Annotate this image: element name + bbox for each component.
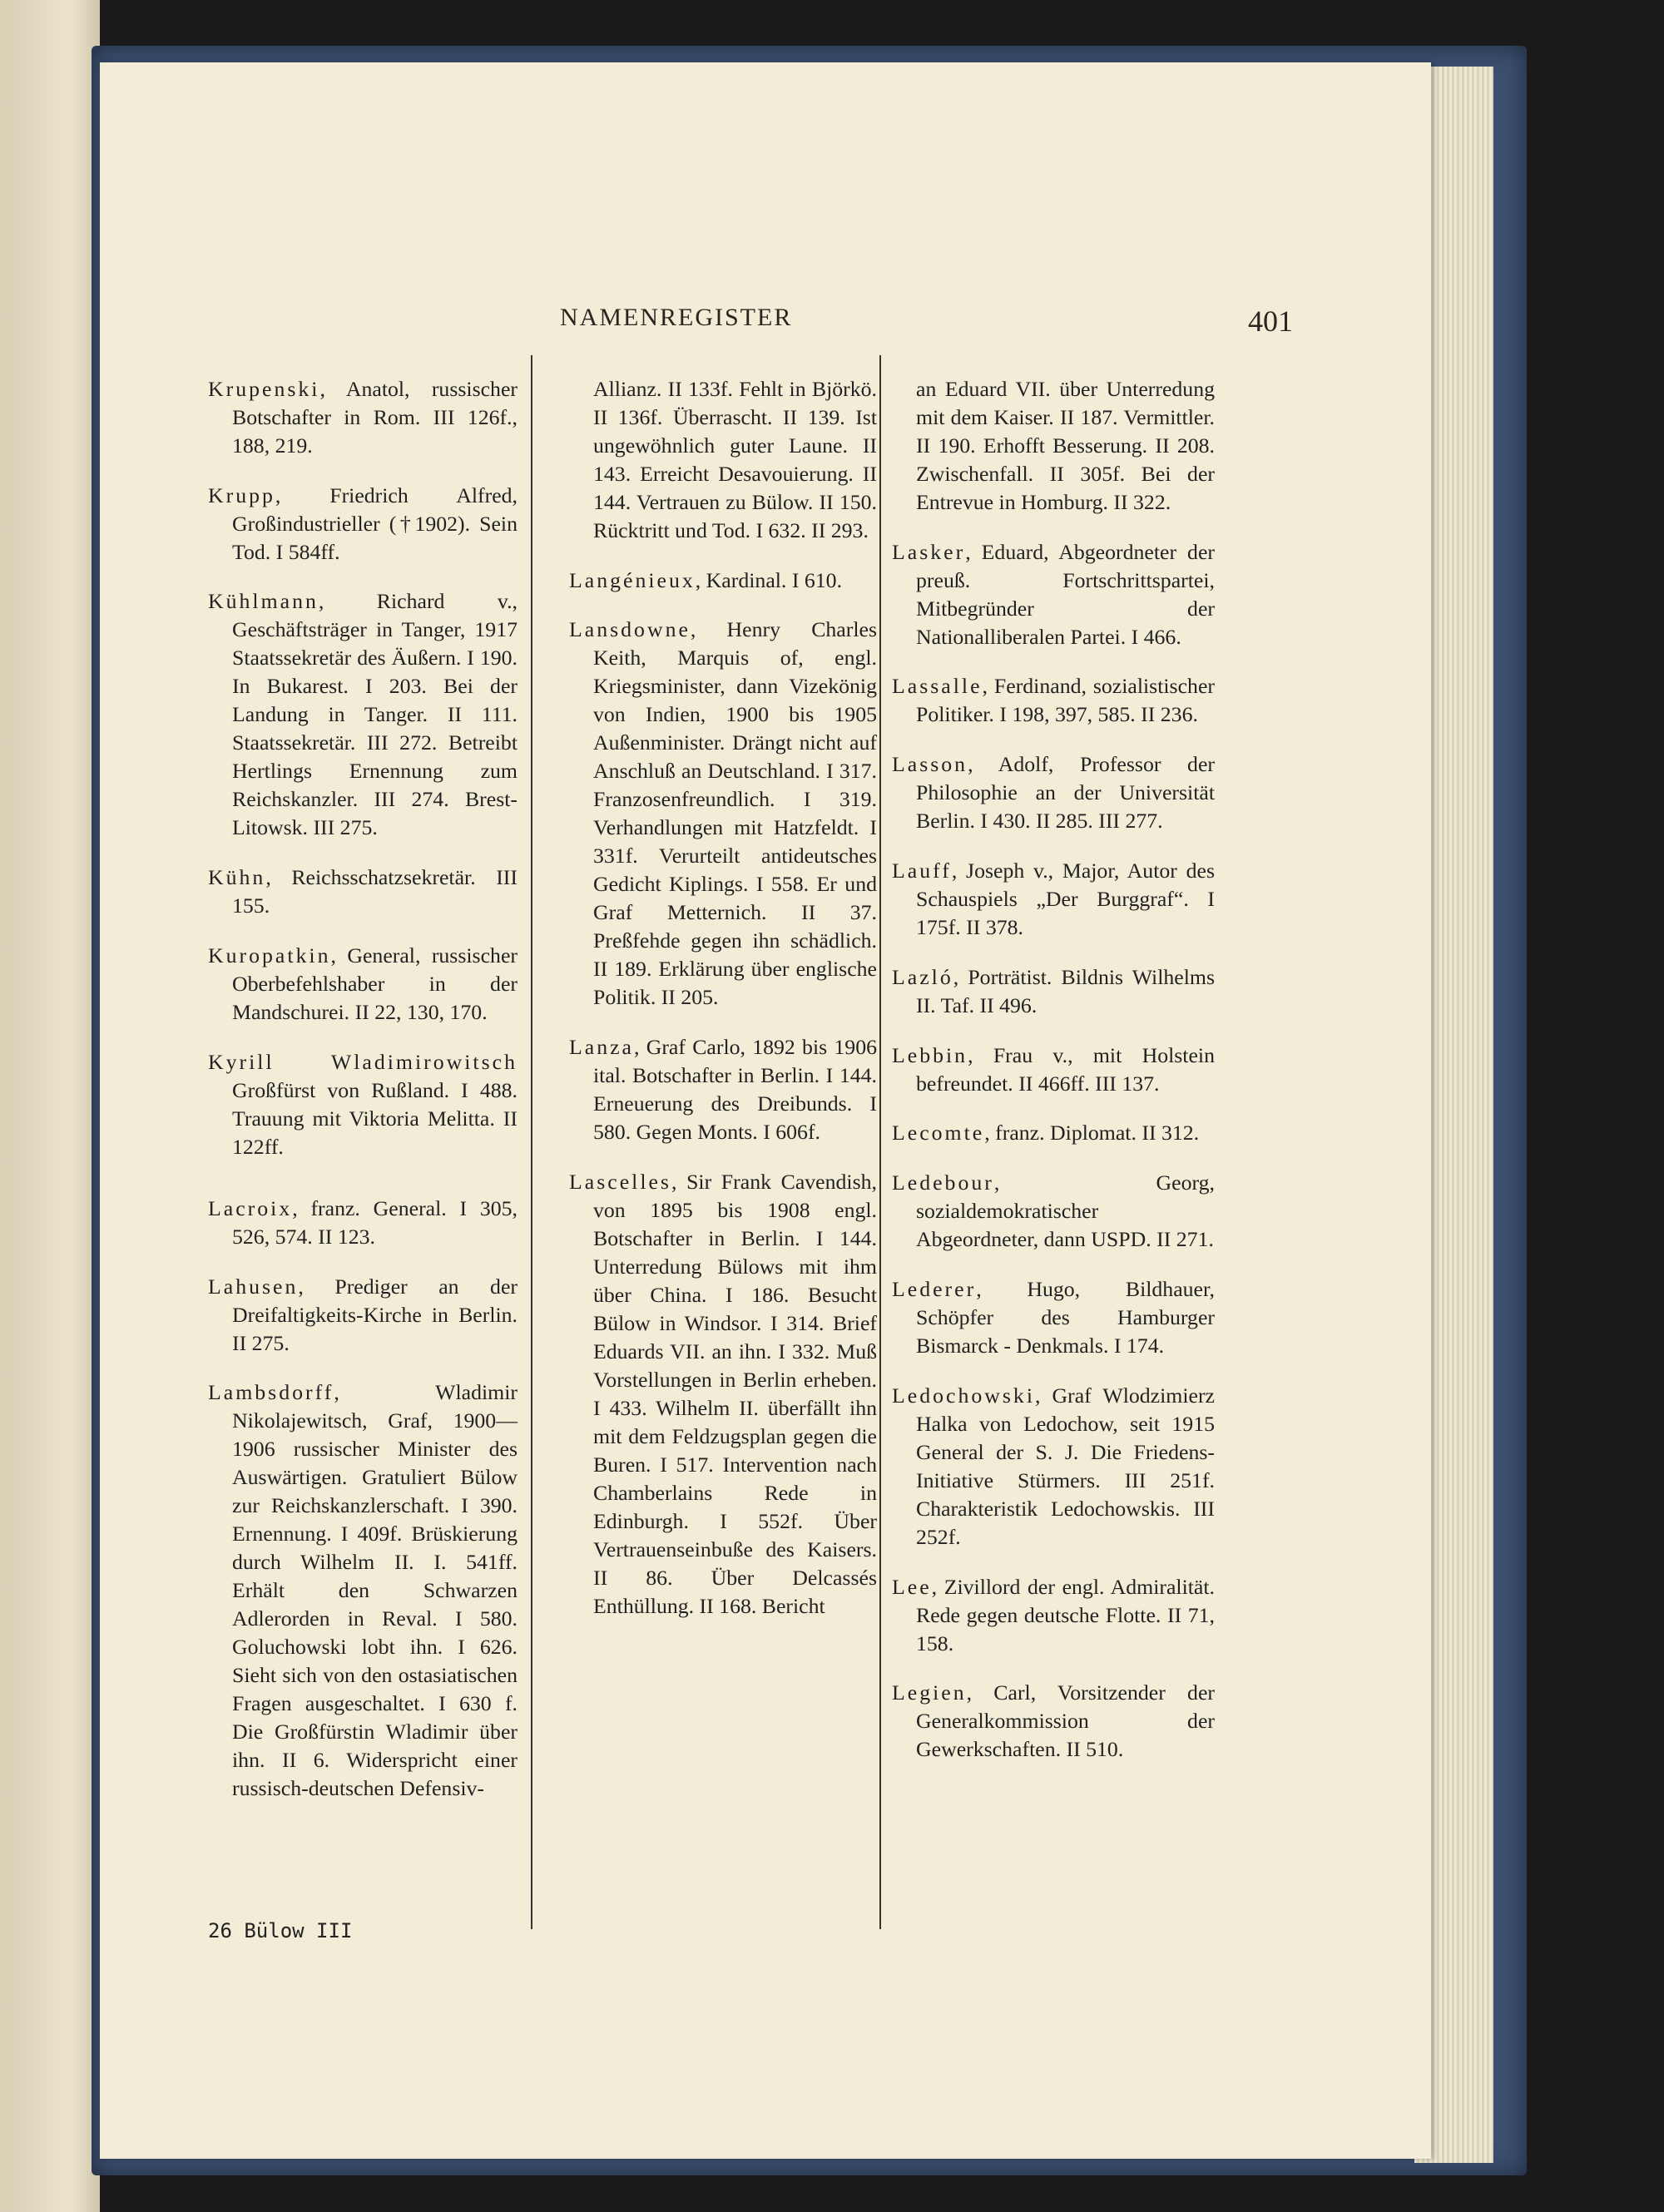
entry-name: Lasson — [892, 752, 968, 777]
index-entry — [892, 538, 1215, 651]
index-entry — [892, 750, 1215, 835]
entry-name: Lahusen — [208, 1274, 299, 1299]
index-column-1 — [208, 354, 518, 1809]
index-column-3 — [892, 354, 1215, 1770]
entry-text: , Graf Wlodzimierz Halka von Ledochow, seit 1915 General der S. J. Die Friedens-Initiative Stürmers. III 251f. Charakteristik Ledochowskis. III 252f. — [916, 1383, 1215, 1549]
entry-name: Kühlmann — [208, 589, 319, 614]
entry-text: , franz. Diplomat. II 312. — [984, 1121, 1200, 1146]
index-entry — [892, 857, 1215, 942]
index-entry — [569, 1168, 877, 1621]
entry-text: , Joseph v., Major, Autor des Schauspiels „Der Burggraf“. I 175f. II 378. — [916, 858, 1215, 939]
entry-name: Ledebour — [892, 1170, 994, 1195]
index-entry — [892, 1679, 1215, 1764]
entry-text: , Ferdinand, sozialistischer Politiker. I 198, 397, 585. II 236. — [916, 674, 1215, 727]
entry-name: Langénieux — [569, 567, 696, 592]
index-entry — [208, 942, 518, 1027]
entry-name: Legien — [892, 1680, 967, 1705]
index-entry — [892, 1169, 1215, 1254]
index-entry-continued — [569, 375, 877, 545]
entry-text: , Eduard, Abgeordneter der preuß. Fortschrittspartei, Mitbegründer der Nationalliberalen Partei. I 466. — [916, 539, 1215, 649]
entry-name: Lederer — [892, 1276, 977, 1301]
entry-name: Kühn — [208, 865, 266, 890]
entry-name: Lassalle — [892, 674, 983, 699]
entry-text: Allianz. II 133f. Fehlt in Björkö. II 136f. Überrascht. II 139. Ist ungewöhnlich guter Laune. II 143. Erreicht Desavouierung. II 144. Vertrauen zu Bülow. II 150. Rücktritt und Tod. I 632. II 293. — [593, 376, 877, 542]
entry-name: Krupenski — [208, 376, 320, 401]
entry-name: Lambsdorff — [208, 1380, 334, 1405]
index-entry — [892, 1119, 1215, 1147]
index-entry — [892, 1573, 1215, 1658]
entry-text: , Wladimir Nikolajewitsch, Graf, 1900—1906 russischer Minister des Auswärtigen. Gratuliert Bülow zur Reichskanzlerschaft. I 390. Ernennung. I 409f. Brüskierung durch Wilhelm II. I. 541ff. Erhält den Schwarzen Adlerorden in Reval. I 580. Goluchowski lobt ihn. I 626. Sieht sich von den ostasiatischen Fragen ausgeschaltet. I 630 f. Die Großfürstin Wladimir über ihn. II 6. Widerspricht einer russisch-deutschen Defensiv- — [232, 1380, 518, 1801]
index-entry — [892, 1382, 1215, 1551]
running-head: NAMENREGISTER — [560, 304, 793, 331]
book-page — [100, 62, 1431, 2159]
index-entry — [208, 375, 518, 460]
entry-name: Ledochowski — [892, 1383, 1035, 1408]
index-entry — [569, 616, 877, 1012]
index-column-2 — [569, 354, 877, 1627]
entry-name: Lacroix — [208, 1195, 293, 1220]
entry-name: Lazló — [892, 964, 953, 989]
entry-text: , franz. General. I 305, 526, 574. II 123. — [232, 1195, 518, 1249]
entry-name: Lecomte — [892, 1121, 985, 1146]
index-entry — [208, 482, 518, 567]
index-entry — [892, 1275, 1215, 1360]
page-number: 401 — [1248, 304, 1293, 338]
column-rule — [879, 355, 881, 1929]
entry-name: Lebbin — [892, 1042, 968, 1067]
entry-text: an Eduard VII. über Unterredung mit dem Kaiser. II 187. Vermittler. II 190. Erhofft Besserung. II 208. Zwischenfall. II 305f. Bei der Entrevue in Homburg. II 322. — [916, 376, 1215, 514]
index-entry — [892, 672, 1215, 729]
entry-name: Lascelles — [569, 1169, 671, 1194]
entry-text: , Adolf, Professor der Philosophie an der Universität Berlin. I 430. II 285. III 277. — [916, 752, 1215, 834]
entry-text: , Graf Carlo, 1892 bis 1906 ital. Botschafter in Berlin. I 144. Erneuerung des Dreibunds. I 580. Gegen Monts. I 606f. — [593, 1035, 877, 1145]
entry-name: Kyrill Wladimirowitsch — [208, 1049, 518, 1074]
entry-text: Großfürst von Rußland. I 488. Trauung mit Viktoria Melitta. II 122ff. — [232, 1077, 518, 1159]
entry-text: , Prediger an der Dreifaltigkeits-Kirche in Berlin. II 275. — [232, 1274, 518, 1355]
index-entry — [208, 864, 518, 920]
entry-text: , Carl, Vorsitzender der Generalkommission der Gewerkschaften. II 510. — [916, 1680, 1215, 1762]
entry-name: Krupp — [208, 482, 275, 507]
index-entry — [892, 963, 1215, 1020]
entry-text: , Reichsschatzsekretär. III 155. — [232, 865, 518, 918]
entry-text: , General, russischer Oberbefehlshaber in der Mandschurei. II 22, 130, 170. — [232, 943, 518, 1024]
entry-name: Lee — [892, 1574, 932, 1599]
index-entry — [208, 587, 518, 842]
entry-text: , Kardinal. I 610. — [695, 567, 843, 592]
entry-text: , Porträtist. Bildnis Wilhelms II. Taf. II 496. — [916, 964, 1215, 1017]
index-entry — [208, 1378, 518, 1803]
entry-name: Lasker — [892, 539, 966, 564]
entry-text: , Sir Frank Cavendish, von 1895 bis 1908 engl. Botschafter in Berlin. I 144. Unterredung Bülows mit ihm über China. I 186. Besucht Bülow in Windsor. I 314. Brief Eduards VII. an ihn. I 332. Muß Vorstellungen in Berlin erheben. I 433. Wilhelm II. überfällt ihn mit dem Feldzugsplan gegen die Buren. I 517. Intervention nach Chamberlains Rede in Edinburgh. I 552f. Über Vertrauenseinbuße des Kaisers. II 86. Über Delcassés Enthüllung. II 168. Bericht — [593, 1169, 877, 1618]
column-rule — [531, 355, 532, 1929]
entry-text: , Friedrich Alfred, Großindustrieller (†1902). Sein Tod. I 584ff. — [232, 482, 518, 564]
index-entry — [208, 1273, 518, 1358]
index-entry — [892, 1042, 1215, 1098]
entry-text: , Frau v., mit Holstein befreundet. II 466ff. III 137. — [916, 1042, 1215, 1096]
index-entry-continued — [892, 375, 1215, 517]
index-entry — [208, 1195, 518, 1251]
entry-text: , Anatol, russischer Botschafter in Rom. III 126f., 188, 219. — [232, 376, 518, 458]
entry-name: Lansdowne — [569, 617, 691, 642]
index-entry — [208, 1048, 518, 1161]
entry-text: , Georg, sozialdemokratischer Abgeordneter, dann USPD. II 271. — [916, 1170, 1215, 1252]
entry-name: Lauff — [892, 858, 952, 883]
entry-name: Lanza — [569, 1035, 635, 1060]
facing-page-edge — [0, 0, 100, 2212]
index-entry — [569, 567, 877, 595]
entry-text: , Hugo, Bildhauer, Schöpfer des Hamburger Bismarck - Denkmals. I 174. — [916, 1276, 1215, 1358]
index-entry — [569, 1033, 877, 1146]
entry-name: Kuropatkin — [208, 943, 331, 967]
signature-mark: 26 Bülow III — [208, 1919, 353, 1942]
entry-text: , Richard v., Geschäftsträger in Tanger, 1917 Staatssekretär des Äußern. I 190. In Bukarest. I 203. Bei der Landung in Tanger. II 111. Staatssekretär. III 272. Betreibt Hertlings Ernennung zum Reichskanzler. III 274. Brest-Litowsk. III 275. — [232, 589, 518, 840]
entry-text: , Henry Charles Keith, Marquis of, engl. Kriegsminister, dann Vizekönig von Indien, 1900 bis 1905 Außenminister. Drängt nicht auf Anschluß an Deutschland. I 317. Franzosenfreundlich. I 319. Verhandlungen mit Hatzfeldt. I 331f. Verurteilt antideutsches Gedicht Kiplings. I 558. Er und Graf Metternich. II 37. Preßfehde gegen ihn schädlich. II 189. Erklärung über englische Politik. II 205. — [593, 617, 877, 1010]
entry-text: , Zivillord der engl. Admiralität. Rede gegen deutsche Flotte. II 71, 158. — [916, 1574, 1215, 1655]
